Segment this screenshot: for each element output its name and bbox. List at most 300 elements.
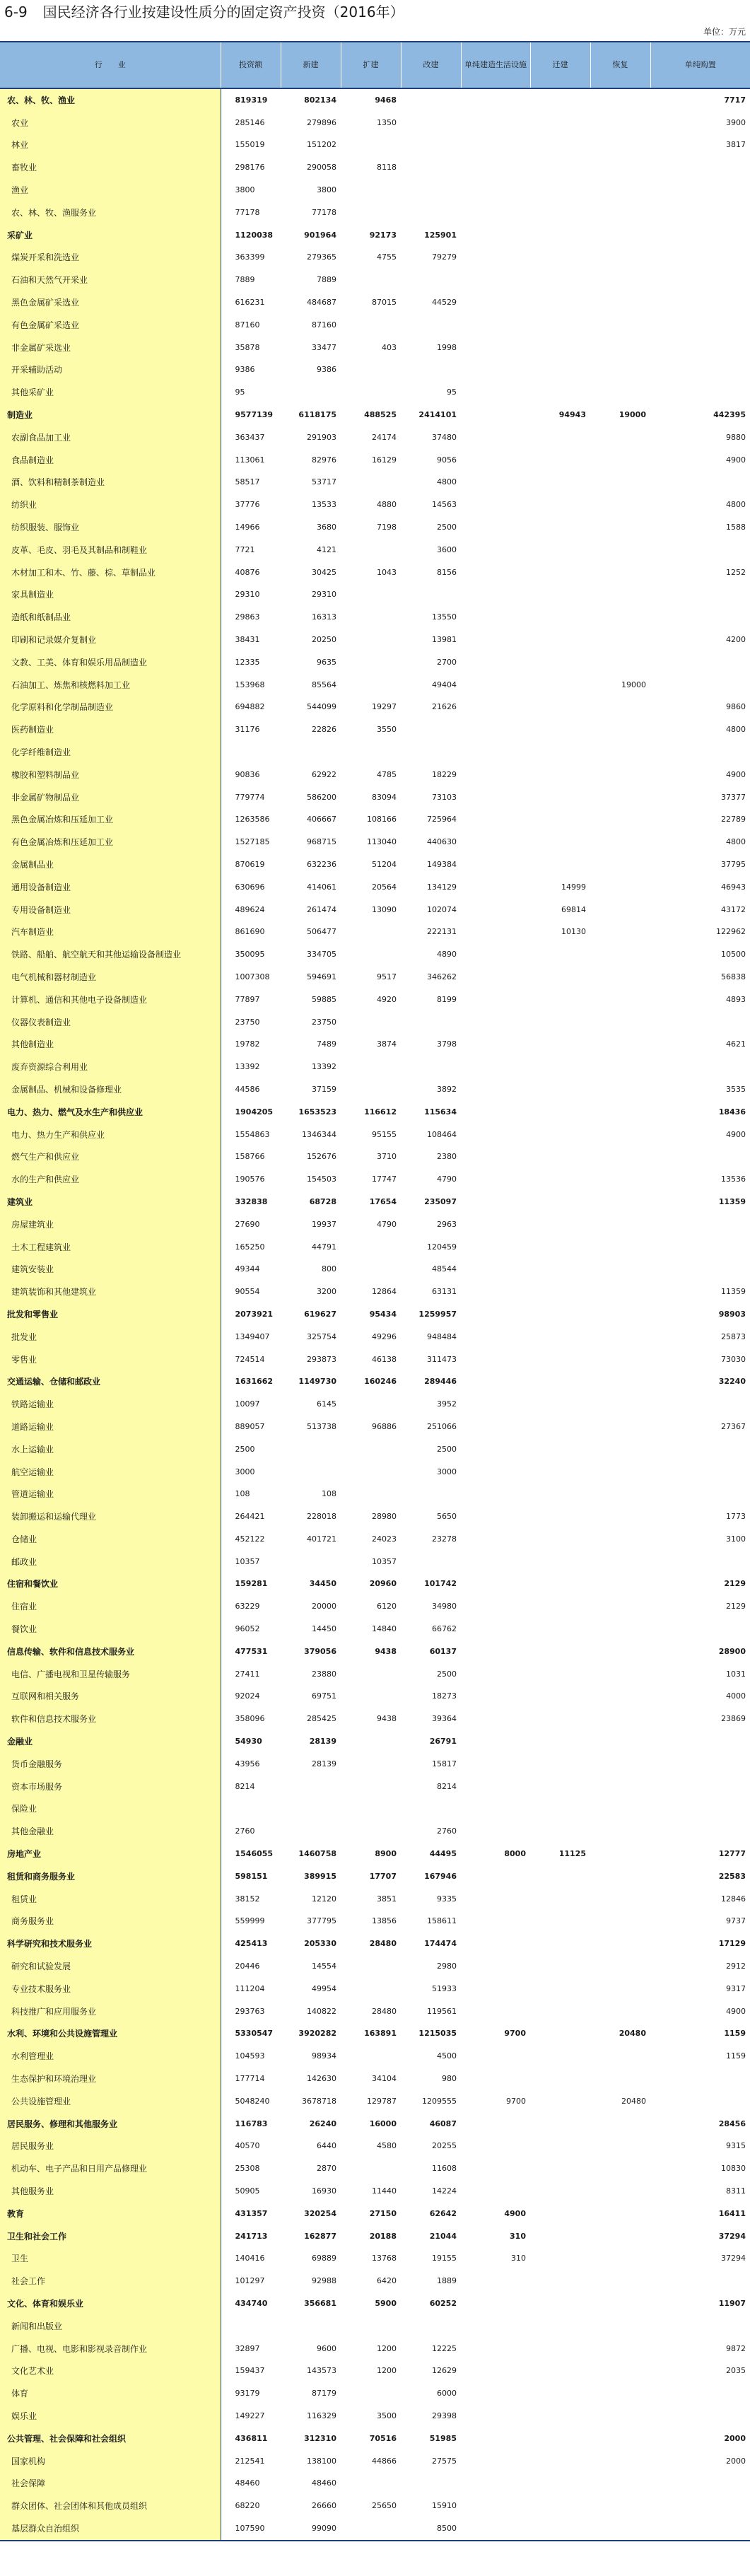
industry-name: 其他采矿业 bbox=[0, 381, 221, 404]
table-row bbox=[0, 741, 750, 764]
cell-total: 58517 bbox=[235, 477, 260, 487]
cell-new: 293873 bbox=[307, 1354, 336, 1364]
col-header-total: 投资额 bbox=[221, 42, 281, 88]
cell-restoration bbox=[590, 1416, 650, 1438]
cell-expansion bbox=[341, 943, 401, 966]
cell-expansion: 9438 bbox=[377, 1714, 397, 1724]
cell-living-facilities bbox=[461, 1258, 530, 1281]
cell-reconstruction: 1215035 bbox=[418, 2029, 457, 2039]
cell-total: 10097 bbox=[235, 1399, 260, 1409]
cell-total: 293763 bbox=[235, 2006, 265, 2016]
cell-restoration bbox=[590, 741, 650, 764]
table-row bbox=[0, 1348, 750, 1371]
cell-expansion: 87015 bbox=[372, 298, 397, 308]
industry-name: 纺织业 bbox=[0, 494, 221, 516]
cell-living-facilities bbox=[461, 876, 530, 899]
table-row bbox=[0, 2405, 750, 2428]
table-row bbox=[0, 764, 750, 786]
cell-living-facilities bbox=[461, 1663, 530, 1686]
cell-expansion: 12864 bbox=[372, 1287, 397, 1297]
cell-total: 14966 bbox=[235, 523, 260, 532]
cell-expansion: 4580 bbox=[377, 2141, 397, 2151]
cell-total: 724514 bbox=[235, 1354, 265, 1364]
cell-restoration bbox=[590, 561, 650, 584]
cell-relocation bbox=[530, 2405, 590, 2428]
cell-expansion bbox=[341, 1730, 401, 1753]
cell-new: 3920282 bbox=[298, 2029, 336, 2039]
industry-name: 保险业 bbox=[0, 1798, 221, 1821]
cell-living-facilities bbox=[461, 2157, 530, 2180]
cell-expansion: 1043 bbox=[377, 567, 397, 577]
cell-expansion: 3874 bbox=[377, 1039, 397, 1049]
cell-purchase bbox=[650, 2090, 750, 2113]
industry-name: 科技推广和应用服务业 bbox=[0, 2000, 221, 2023]
cell-purchase: 4800 bbox=[726, 725, 746, 735]
cell-relocation bbox=[530, 2517, 590, 2541]
cell-new: 1460758 bbox=[298, 1849, 336, 1859]
cell-restoration bbox=[590, 516, 650, 539]
cell-restoration bbox=[590, 88, 650, 112]
table-row bbox=[0, 291, 750, 314]
cell-purchase bbox=[650, 651, 750, 674]
cell-restoration: 19000 bbox=[621, 680, 646, 689]
cell-purchase bbox=[650, 1461, 750, 1484]
cell-purchase: 28456 bbox=[718, 2119, 746, 2128]
cell-relocation bbox=[530, 224, 590, 247]
cell-relocation bbox=[530, 202, 590, 224]
cell-expansion bbox=[341, 2157, 401, 2180]
cell-living-facilities bbox=[461, 1753, 530, 1776]
cell-purchase: 1159 bbox=[726, 2051, 746, 2061]
cell-new: 7489 bbox=[317, 1039, 336, 1049]
table-row bbox=[0, 2517, 750, 2541]
cell-purchase: 9737 bbox=[726, 1916, 746, 1926]
cell-new: 44791 bbox=[312, 1242, 336, 1252]
table-row-category bbox=[0, 224, 750, 247]
cell-purchase: 4800 bbox=[726, 837, 746, 847]
cell-relocation bbox=[530, 449, 590, 472]
cell-total: 165250 bbox=[235, 1242, 265, 1252]
cell-purchase: 4900 bbox=[726, 769, 746, 779]
cell-restoration bbox=[590, 1933, 650, 1955]
cell-restoration bbox=[590, 943, 650, 966]
cell-total: 358096 bbox=[235, 1714, 265, 1724]
cell-living-facilities bbox=[461, 224, 530, 247]
cell-new: 544099 bbox=[307, 702, 336, 712]
table-row bbox=[0, 156, 750, 179]
cell-new: 1653523 bbox=[298, 1107, 336, 1117]
cell-purchase: 16411 bbox=[718, 2208, 746, 2218]
cell-expansion bbox=[341, 2045, 401, 2068]
cell-new: 69889 bbox=[312, 2254, 336, 2263]
table-row bbox=[0, 1686, 750, 1708]
cell-new: 594691 bbox=[307, 972, 336, 981]
cell-relocation bbox=[530, 134, 590, 157]
cell-restoration bbox=[590, 1258, 650, 1281]
cell-living-facilities bbox=[461, 1011, 530, 1034]
cell-restoration bbox=[590, 1708, 650, 1730]
cell-expansion: 28480 bbox=[372, 2006, 397, 2016]
cell-living-facilities bbox=[461, 1056, 530, 1078]
cell-purchase: 1252 bbox=[726, 567, 746, 577]
cell-relocation bbox=[530, 179, 590, 202]
cell-expansion: 10357 bbox=[372, 1556, 397, 1566]
cell-total: 1527185 bbox=[235, 837, 270, 847]
cell-new: 26240 bbox=[309, 2119, 336, 2128]
cell-living-facilities bbox=[461, 2068, 530, 2090]
cell-purchase: 37377 bbox=[721, 792, 746, 802]
table-row bbox=[0, 1461, 750, 1484]
cell-living-facilities bbox=[461, 1438, 530, 1461]
cell-expansion bbox=[341, 1258, 401, 1281]
cell-reconstruction: 289446 bbox=[424, 1377, 457, 1387]
table-row-category bbox=[0, 2023, 750, 2046]
cell-purchase bbox=[650, 2068, 750, 2090]
table-row bbox=[0, 2495, 750, 2517]
cell-living-facilities bbox=[461, 2405, 530, 2428]
industry-name: 道路运输业 bbox=[0, 1416, 221, 1438]
cell-relocation bbox=[530, 584, 590, 607]
industry-name: 信息传输、软件和信息技术服务业 bbox=[0, 1640, 221, 1663]
industry-name: 教育 bbox=[0, 2203, 221, 2225]
cell-relocation bbox=[530, 2045, 590, 2068]
cell-restoration bbox=[590, 2360, 650, 2382]
cell-restoration bbox=[590, 606, 650, 629]
industry-name: 皮革、毛皮、羽毛及其制品和制鞋业 bbox=[0, 539, 221, 561]
cell-expansion: 51204 bbox=[372, 859, 397, 869]
cell-new: 48460 bbox=[312, 2478, 336, 2488]
cell-expansion bbox=[341, 1078, 401, 1101]
cell-new bbox=[281, 2315, 341, 2338]
table-row-category bbox=[0, 1933, 750, 1955]
cell-total: 77178 bbox=[235, 207, 260, 217]
cell-living-facilities: 310 bbox=[511, 2254, 526, 2263]
cell-new: 6118175 bbox=[298, 410, 336, 420]
cell-purchase: 4900 bbox=[726, 2006, 746, 2016]
cell-restoration: 20480 bbox=[619, 2029, 646, 2039]
cell-restoration bbox=[590, 921, 650, 943]
cell-new: 290058 bbox=[307, 163, 336, 173]
cell-expansion: 83094 bbox=[372, 792, 397, 802]
cell-living-facilities bbox=[461, 1416, 530, 1438]
cell-new: 3200 bbox=[317, 1287, 336, 1297]
cell-relocation bbox=[530, 494, 590, 516]
cell-total: 38152 bbox=[235, 1894, 260, 1904]
cell-relocation bbox=[530, 1798, 590, 1821]
cell-reconstruction: 120459 bbox=[427, 1242, 457, 1252]
cell-restoration bbox=[590, 2495, 650, 2517]
cell-restoration bbox=[590, 989, 650, 1011]
cell-reconstruction: 222131 bbox=[427, 927, 457, 937]
cell-relocation bbox=[530, 1303, 590, 1326]
cell-new bbox=[281, 1820, 341, 1843]
cell-purchase: 4000 bbox=[726, 1691, 746, 1701]
cell-total: 1631662 bbox=[235, 1377, 274, 1387]
cell-relocation bbox=[530, 2113, 590, 2135]
cell-restoration bbox=[590, 1798, 650, 1821]
table-row bbox=[0, 359, 750, 382]
cell-restoration bbox=[590, 1911, 650, 1933]
cell-expansion: 116612 bbox=[364, 1107, 397, 1117]
industry-name: 房地产业 bbox=[0, 1843, 221, 1865]
cell-living-facilities bbox=[461, 291, 530, 314]
cell-reconstruction: 8500 bbox=[401, 2517, 461, 2541]
cell-new: 16313 bbox=[312, 612, 336, 622]
table-row bbox=[0, 2157, 750, 2180]
industry-name: 有色金属冶炼和压延加工业 bbox=[0, 831, 221, 853]
cell-purchase: 22789 bbox=[721, 815, 746, 824]
cell-restoration bbox=[590, 1168, 650, 1191]
cell-living-facilities bbox=[461, 1370, 530, 1393]
industry-name: 黑色金属矿采选业 bbox=[0, 291, 221, 314]
table-row bbox=[0, 606, 750, 629]
cell-restoration bbox=[590, 1730, 650, 1753]
cell-reconstruction: 15910 bbox=[432, 2501, 457, 2511]
cell-living-facilities bbox=[461, 1483, 530, 1505]
cell-living-facilities bbox=[461, 1168, 530, 1191]
cell-total: 44586 bbox=[235, 1084, 260, 1094]
cell-total: 298176 bbox=[235, 163, 265, 173]
cell-new: 291903 bbox=[307, 432, 336, 442]
cell-restoration bbox=[590, 876, 650, 899]
cell-relocation bbox=[530, 2203, 590, 2225]
cell-total: 27411 bbox=[235, 1669, 260, 1679]
cell-relocation bbox=[530, 1978, 590, 2000]
cell-purchase: 27367 bbox=[721, 1421, 746, 1431]
table-row bbox=[0, 1033, 750, 1056]
industry-name: 租赁业 bbox=[0, 1888, 221, 1911]
cell-restoration bbox=[590, 899, 650, 921]
cell-purchase: 18436 bbox=[718, 1107, 746, 1117]
cell-reconstruction: 44529 bbox=[432, 298, 457, 308]
cell-purchase bbox=[650, 674, 750, 697]
cell-new: 33477 bbox=[312, 342, 336, 352]
cell-new: 28139 bbox=[312, 1759, 336, 1768]
cell-purchase bbox=[650, 1011, 750, 1034]
cell-purchase: 43172 bbox=[721, 904, 746, 914]
cell-reconstruction: 18273 bbox=[432, 1691, 457, 1701]
cell-expansion bbox=[341, 1820, 401, 1843]
cell-relocation bbox=[530, 426, 590, 449]
cell-living-facilities bbox=[461, 112, 530, 134]
cell-new: 53717 bbox=[312, 477, 336, 487]
cell-living-facilities bbox=[461, 1213, 530, 1236]
cell-new: 99090 bbox=[281, 2517, 341, 2541]
cell-total: 559999 bbox=[235, 1916, 265, 1926]
cell-total: 40570 bbox=[235, 2141, 260, 2151]
cell-purchase: 4621 bbox=[726, 1039, 746, 1049]
cell-purchase: 2000 bbox=[726, 2456, 746, 2466]
cell-total: 12335 bbox=[235, 657, 260, 667]
industry-name: 零售业 bbox=[0, 1348, 221, 1371]
cell-relocation bbox=[530, 809, 590, 832]
cell-living-facilities bbox=[461, 2113, 530, 2135]
cell-relocation bbox=[530, 2068, 590, 2090]
cell-restoration bbox=[590, 472, 650, 494]
industry-name: 装卸搬运和运输代理业 bbox=[0, 1505, 221, 1528]
cell-relocation bbox=[530, 1438, 590, 1461]
cell-total: 63229 bbox=[235, 1602, 260, 1612]
cell-total: 113061 bbox=[235, 455, 265, 465]
cell-purchase: 9860 bbox=[726, 702, 746, 712]
cell-reconstruction: 1998 bbox=[437, 342, 457, 352]
cell-reconstruction: 51985 bbox=[429, 2433, 457, 2443]
table-row bbox=[0, 2068, 750, 2090]
cell-living-facilities: 310 bbox=[510, 2231, 526, 2241]
cell-restoration bbox=[590, 2270, 650, 2292]
table-row bbox=[0, 561, 750, 584]
cell-living-facilities bbox=[461, 1078, 530, 1101]
cell-reconstruction bbox=[401, 1056, 461, 1078]
industry-name: 住宿和餐饮业 bbox=[0, 1573, 221, 1596]
cell-purchase: 2129 bbox=[724, 1579, 746, 1589]
cell-purchase: 3900 bbox=[726, 117, 746, 127]
cell-new: 968715 bbox=[307, 837, 336, 847]
table-row bbox=[0, 2338, 750, 2360]
cell-expansion: 4785 bbox=[377, 769, 397, 779]
cell-total: 96052 bbox=[235, 1624, 260, 1634]
cell-relocation bbox=[530, 359, 590, 382]
cell-expansion: 20564 bbox=[372, 882, 397, 892]
cell-restoration bbox=[590, 247, 650, 269]
cell-living-facilities bbox=[461, 426, 530, 449]
cell-living-facilities bbox=[461, 697, 530, 719]
cell-reconstruction bbox=[401, 584, 461, 607]
table-row bbox=[0, 1011, 750, 1034]
cell-living-facilities bbox=[461, 943, 530, 966]
cell-new: 85564 bbox=[312, 680, 336, 689]
cell-restoration bbox=[590, 2315, 650, 2338]
cell-reconstruction: 19155 bbox=[432, 2254, 457, 2263]
cell-total: 23750 bbox=[235, 1017, 260, 1027]
cell-living-facilities bbox=[461, 2472, 530, 2495]
cell-relocation bbox=[530, 697, 590, 719]
cell-restoration bbox=[590, 966, 650, 989]
cell-purchase: 9315 bbox=[726, 2141, 746, 2151]
industry-name: 农、林、牧、渔服务业 bbox=[0, 202, 221, 224]
cell-purchase bbox=[650, 202, 750, 224]
cell-reconstruction bbox=[401, 1551, 461, 1573]
cell-total: 155019 bbox=[235, 140, 265, 150]
cell-relocation bbox=[530, 1663, 590, 1686]
table-row-category bbox=[0, 2292, 750, 2315]
cell-purchase: 12777 bbox=[718, 1849, 746, 1859]
cell-living-facilities: 9700 bbox=[506, 2096, 526, 2106]
cell-new: 22826 bbox=[312, 725, 336, 735]
industry-name: 水上运输业 bbox=[0, 1438, 221, 1461]
table-row bbox=[0, 1978, 750, 2000]
table-row bbox=[0, 2472, 750, 2495]
industry-name: 资本市场服务 bbox=[0, 1776, 221, 1798]
cell-total: 43956 bbox=[235, 1759, 260, 1768]
industry-name: 仪器仪表制造业 bbox=[0, 1011, 221, 1034]
industry-name: 其他制造业 bbox=[0, 1033, 221, 1056]
table-row bbox=[0, 2315, 750, 2338]
cell-living-facilities bbox=[461, 831, 530, 853]
cell-new: 26660 bbox=[312, 2501, 336, 2511]
cell-purchase: 4800 bbox=[726, 500, 746, 510]
cell-total: 212541 bbox=[235, 2456, 265, 2466]
industry-name: 邮政业 bbox=[0, 1551, 221, 1573]
cell-living-facilities bbox=[461, 1865, 530, 1888]
cell-reconstruction: 63131 bbox=[432, 1287, 457, 1297]
cell-reconstruction: 1259957 bbox=[418, 1309, 457, 1319]
table-row-category bbox=[0, 1303, 750, 1326]
cell-relocation bbox=[530, 1348, 590, 1371]
cell-reconstruction: 158611 bbox=[427, 1916, 457, 1926]
cell-reconstruction bbox=[401, 112, 461, 134]
industry-name: 橡胶和塑料制品业 bbox=[0, 764, 221, 786]
cell-new: 14554 bbox=[312, 1962, 336, 1971]
cell-purchase: 1159 bbox=[724, 2029, 746, 2039]
cell-new: 6145 bbox=[317, 1399, 336, 1409]
cell-reconstruction: 20255 bbox=[432, 2141, 457, 2151]
cell-new: 68728 bbox=[309, 1196, 336, 1206]
table-row bbox=[0, 899, 750, 921]
cell-reconstruction: 3000 bbox=[437, 1467, 457, 1476]
table-row bbox=[0, 1618, 750, 1640]
cell-relocation bbox=[530, 1168, 590, 1191]
table-row bbox=[0, 809, 750, 832]
cell-total: 332838 bbox=[235, 1196, 268, 1206]
cell-new: 87179 bbox=[312, 2389, 336, 2399]
cell-relocation bbox=[530, 1258, 590, 1281]
cell-new: 143573 bbox=[307, 2366, 336, 2376]
cell-expansion bbox=[341, 2517, 401, 2541]
cell-expansion bbox=[341, 2472, 401, 2495]
cell-purchase bbox=[650, 2270, 750, 2292]
cell-reconstruction: 346262 bbox=[427, 972, 457, 981]
industry-name: 卫生 bbox=[0, 2248, 221, 2271]
cell-reconstruction: 115634 bbox=[424, 1107, 457, 1117]
cell-reconstruction: 60137 bbox=[429, 1646, 457, 1656]
cell-expansion bbox=[341, 269, 401, 291]
cell-total bbox=[221, 741, 281, 764]
cell-new: 484687 bbox=[307, 298, 336, 308]
industry-name: 家具制造业 bbox=[0, 584, 221, 607]
table-row bbox=[0, 2382, 750, 2405]
table-row bbox=[0, 2045, 750, 2068]
cell-reconstruction: 1209555 bbox=[422, 2096, 457, 2106]
cell-new: 7889 bbox=[317, 275, 336, 285]
cell-reconstruction: 4500 bbox=[437, 2051, 457, 2061]
industry-name: 印刷和记录媒介复制业 bbox=[0, 629, 221, 651]
cell-relocation bbox=[530, 1191, 590, 1213]
cell-expansion bbox=[341, 1393, 401, 1416]
cell-restoration bbox=[590, 1348, 650, 1371]
cell-relocation bbox=[530, 1461, 590, 1484]
cell-restoration bbox=[590, 1528, 650, 1551]
cell-reconstruction: 251066 bbox=[427, 1421, 457, 1431]
industry-name: 非金属矿采选业 bbox=[0, 337, 221, 359]
cell-new: 285425 bbox=[307, 1714, 336, 1724]
table-row bbox=[0, 718, 750, 741]
cell-restoration bbox=[590, 269, 650, 291]
table-row bbox=[0, 539, 750, 561]
cell-purchase bbox=[650, 1393, 750, 1416]
cell-restoration bbox=[590, 2157, 650, 2180]
cell-expansion: 1200 bbox=[377, 2343, 397, 2353]
cell-reconstruction: 2500 bbox=[437, 1444, 457, 1454]
cell-living-facilities bbox=[461, 1461, 530, 1484]
cell-total: 90836 bbox=[235, 769, 260, 779]
cell-new: 377795 bbox=[307, 1916, 336, 1926]
cell-restoration bbox=[590, 1236, 650, 1259]
cell-purchase: 11359 bbox=[721, 1287, 746, 1297]
cell-relocation bbox=[530, 1056, 590, 1078]
cell-expansion bbox=[341, 1776, 401, 1798]
table-row bbox=[0, 1393, 750, 1416]
